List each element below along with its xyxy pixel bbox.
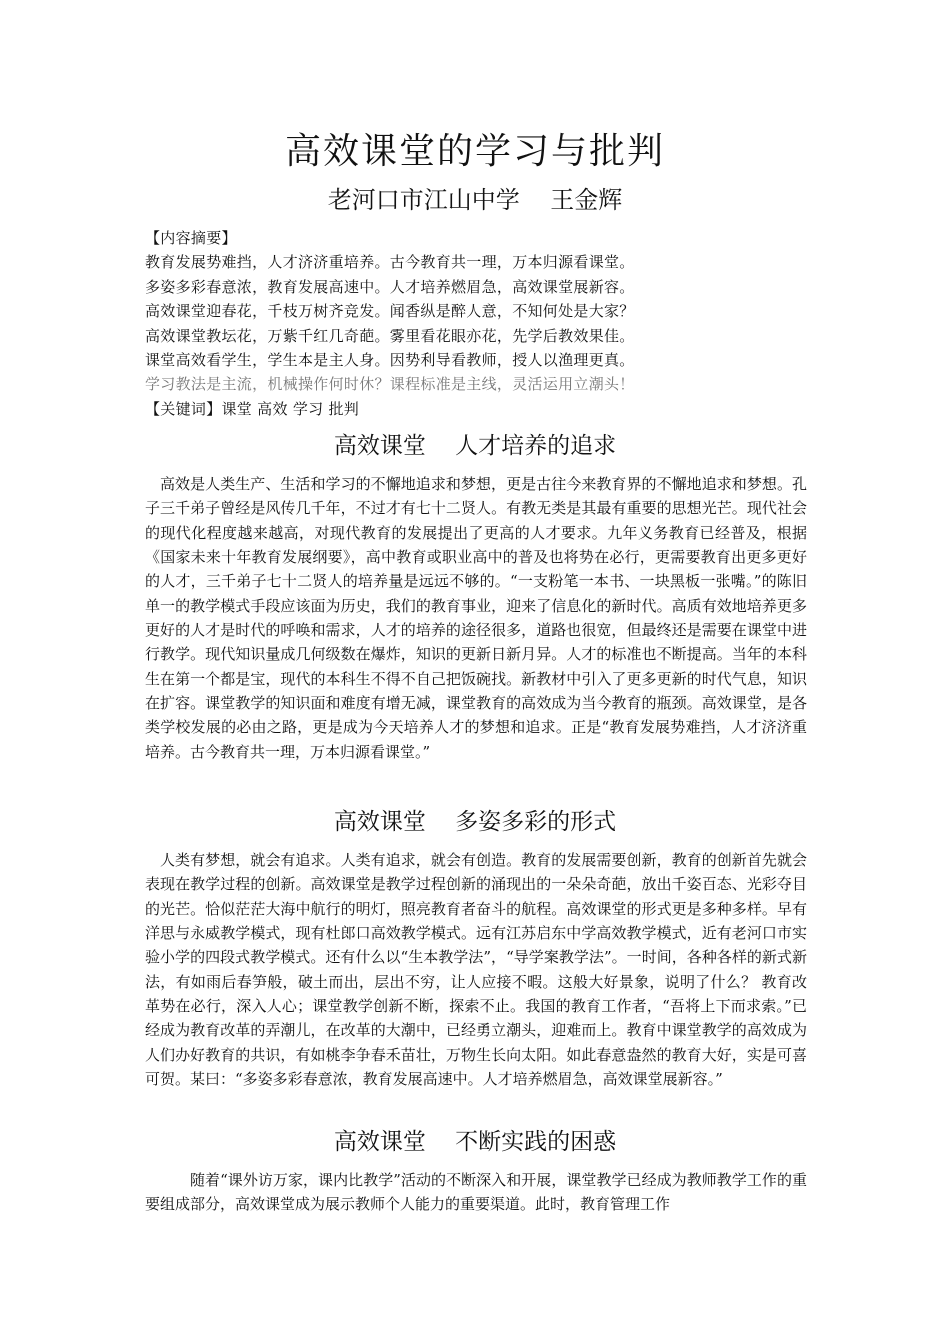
abstract-line: 多姿多彩春意浓，教育发展高速中。人才培养燃眉急，高效课堂展新容。 [145,277,635,296]
document-title: 高效课堂的学习与批判 [284,131,665,172]
section-heading: 高效课堂 多姿多彩的形式 [333,809,617,835]
section-heading: 高效课堂 人才培养的追求 [333,433,617,459]
document-author: 老河口市江山中学 王金辉 [327,186,623,214]
section-paragraph: 随着“课外访万家，课内比教学”活动的不断深入和开展，课堂教学已经成为教师教学工作的重要组成部分，高效课堂成为展示教师个人能力的重要渠道。此时，教育管理工作 [145,1171,807,1214]
abstract-block [145,226,705,421]
abstract-line: 高效课堂教坛花，万紫千红几奇葩。雾里看花眼亦花，先学后教效果佳。 [145,326,635,345]
abstract-line: 学习教法是主流，机械操作何时休？课程标准是主线，灵活运用立潮头！ [145,375,635,394]
abstract-line: 教育发展势难挡，人才济济重培养。古今教育共一理，万本归源看课堂。 [145,253,635,272]
section-paragraph: 高效是人类生产、生活和学习的不懈地追求和梦想，更是古往今来教育界的不懈地追求和梦想。孔子三千弟子曾经是风传几千年，不过才有七十二贤人。有教无类是其最有重要的思想光芒。现代社会的现代化程度越来越高，对现代教育的发展提出了更高的人才要求。九年义务教育已经普及，根据《国家未来十年教育发展纲要》，高中教育或职业高中的普及也将势在必行，更需要教育出更多更好的人才，三千弟子七十二贤人的培养量是远远不够的。“一支粉笔一本书、一块黑板一张嘴。”的陈旧单一的教学模式手段应该面为历史，我们的教育事业，迎来了信息化的新时代。高质有效地培养更多更好的人才是时代的呼唤和需求，人才的培养的途径很多，道路也很宽，但最终还是需要在课堂中进行教学。现代知识量成几何级数在爆炸，知识的更新日新月异。人才的标准也不断提高。当年的本科生在第一个都是宝，现代的本科生不得不自己把饭碗找。新教材中引入了更多更新的时代气息，知识在扩容。课堂教学的知识面和难度有增无减，课堂教育的高效成为当今教育的瓶颈。高效课堂，是各类学校发展的必由之路，更是成为今天培养人才的梦想和追求。正是“教育发展势难挡，人才济济重培养。古今教育共一理，万本归源看课堂。” [145,475,807,761]
keywords-line: 【关键词】课堂 高效 学习 批判 [145,399,360,418]
section-heading: 高效课堂 不断实践的困惑 [333,1129,617,1155]
section-paragraph: 人类有梦想，就会有追求。人类有追求，就会有创造。教育的发展需要创新，教育的创新首先就会表现在教学过程的创新。高效课堂是教学过程创新的涌现出的一朵朵奇葩，放出千姿百态、光彩夺目的光芒。恰似茫茫大海中航行的明灯，照亮教育者奋斗的航程。高效课堂的形式更是多种多样。早有洋思与永威教学模式，现有杜郎口高效教学模式。远有江苏启东中学高效教学模式，近有老河口市实验小学的四段式教学模式。还有什么以“生本教学法”，“导学案教学法”。一时间，各种各样的新式新法，有如雨后春笋般，破土而出，层出不穷，让人应接不暇。这般大好景象，说明了什么？ 教育改革势在必行，深入人心；课堂教学创新不断，探索不止。我国的教育工作者，“吾将上下而求索。”已经成为教育改革的弄潮儿，在改革的大潮中，已经勇立潮头，迎难而上。教育中课堂教学的高效成为人们办好教育的共识，有如桃李争春禾苗壮，万物生长向太阳。如此春意盎然的教育大好，实是可喜可贺。某曰：“多姿多彩春意浓，教育发展高速中。人才培养燃眉急，高效课堂展新容。” [145,851,807,1089]
abstract-line: 高效课堂迎春花，千枝万树齐竞发。闻香纵是醉人意，不知何处是大家？ [145,302,635,321]
abstract-line: 课堂高效看学生，学生本是主人身。因势利导看教师，授人以渔理更真。 [145,350,635,369]
abstract-heading: 【内容摘要】 [145,229,237,247]
